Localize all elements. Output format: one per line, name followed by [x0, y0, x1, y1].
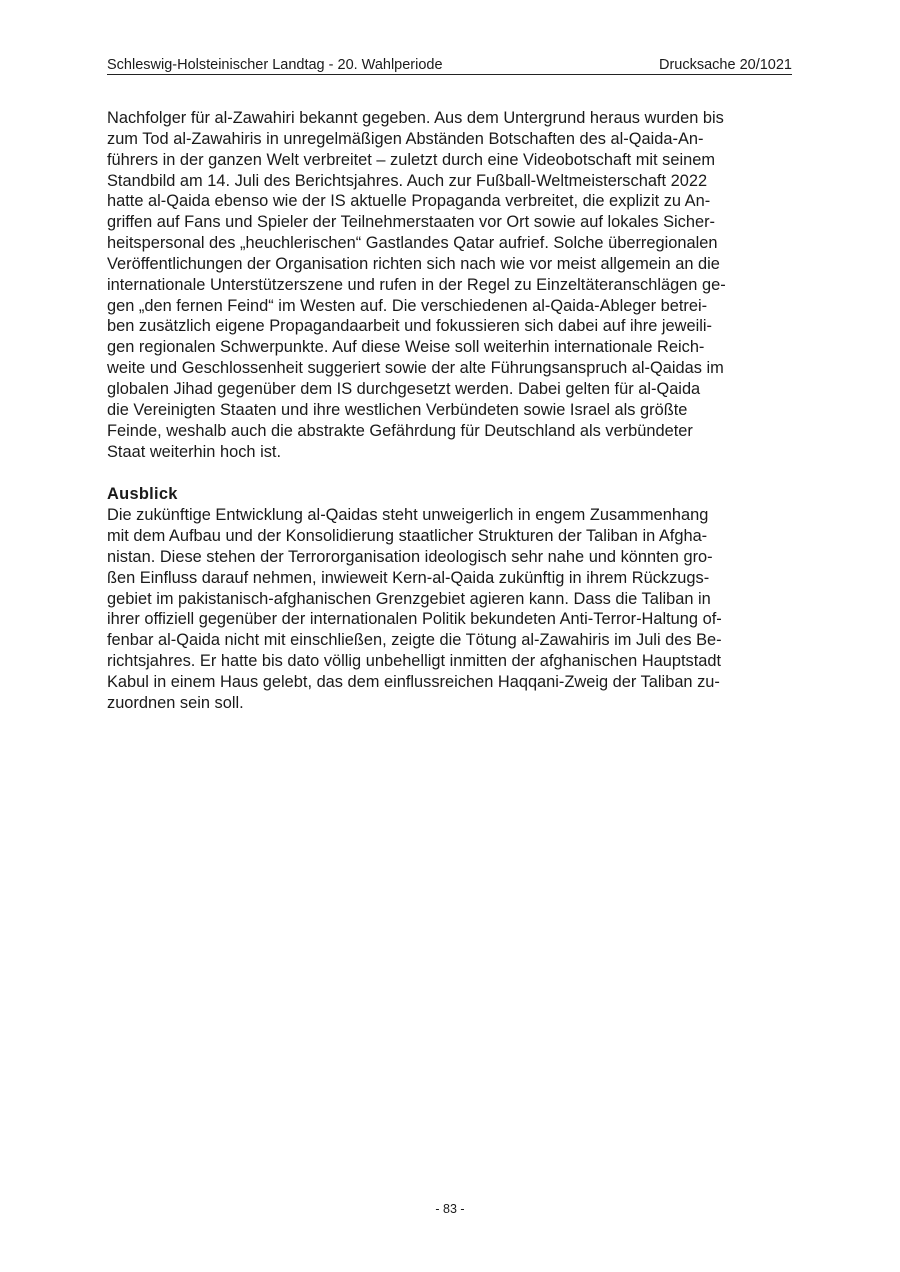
text-line: hatte al-Qaida ebenso wie der IS aktuelle Propaganda verbreitet, die explizit zu An- — [107, 192, 711, 211]
text-line: zum Tod al-Zawahiris in unregelmäßigen Abständen Botschaften des al-Qaida-An- — [107, 129, 704, 148]
text-line: ihrer offiziell gegenüber der internationalen Politik bekundeten Anti-Terror-Haltung of- — [107, 610, 722, 629]
text-line: ben zusätzlich eigene Propagandaarbeit und fokussieren sich dabei auf ihre jeweili- — [107, 317, 713, 336]
text-line: Staat weiterhin hoch ist. — [107, 442, 282, 461]
text-line: die Vereinigten Staaten und ihre westlichen Verbündeten sowie Israel als größte — [107, 400, 688, 419]
text-line: gebiet im pakistanisch-afghanischen Grenzgebiet agieren kann. Dass die Taliban in — [107, 589, 711, 608]
text-line: Kabul in einem Haus gelebt, das dem einflussreichen Haqqani-Zweig der Taliban zu- — [107, 672, 720, 691]
page-header — [107, 56, 792, 75]
text-line: gen „den fernen Feind“ im Westen auf. Die verschiedenen al-Qaida-Ableger betrei- — [107, 296, 708, 315]
text-line: internationale Unterstützerszene und rufen in der Regel zu Einzeltäteranschlägen ge- — [107, 275, 726, 294]
header-document-number: Drucksache 20/1021 — [659, 57, 792, 73]
text-line: fenbar al-Qaida nicht mit einschließen, zeigte die Tötung al-Zawahiris im Juli des Be- — [107, 631, 722, 650]
text-line: richtsjahres. Er hatte bis dato völlig unbehelligt inmitten der afghanischen Hauptstadt — [107, 652, 722, 671]
page-number: - 83 - — [435, 1202, 465, 1216]
text-line: ßen Einfluss darauf nehmen, inwieweit Kern-al-Qaida zukünftig in ihrem Rückzugs- — [107, 568, 710, 587]
text-line: Die zukünftige Entwicklung al-Qaidas steht unweigerlich in engem Zusammenhang — [107, 506, 709, 525]
document-body — [107, 108, 797, 714]
text-line: Standbild am 14. Juli des Berichtsjahres. Auch zur Fußball-Weltmeisterschaft 2022 — [107, 171, 708, 190]
text-line: griffen auf Fans und Spieler der Teilnehmerstaaten vor Ort sowie auf lokales Sicher- — [107, 213, 715, 232]
section-heading-ausblick: Ausblick — [107, 485, 178, 504]
paragraph-ausblick — [107, 505, 797, 713]
text-line: globalen Jihad gegenüber dem IS durchgesetzt werden. Dabei gelten für al-Qaida — [107, 379, 701, 398]
text-line: Nachfolger für al-Zawahiri bekannt gegeben. Aus dem Untergrund heraus wurden bis — [107, 109, 724, 127]
text-line: mit dem Aufbau und der Konsolidierung staatlicher Strukturen der Taliban in Afgha- — [107, 527, 708, 546]
header-document-title: Schleswig-Holsteinischer Landtag - 20. Wahlperiode — [107, 57, 443, 73]
text-line: zuordnen sein soll. — [107, 693, 244, 712]
text-line: führers in der ganzen Welt verbreitet – zuletzt durch eine Videobotschaft mit seinem — [107, 150, 715, 169]
paragraph-propaganda — [107, 108, 797, 462]
text-line: Veröffentlichungen der Organisation richten sich nach wie vor meist allgemein an die — [107, 254, 720, 273]
text-line: weite und Geschlossenheit suggeriert sowie der alte Führungsanspruch al-Qaidas im — [107, 359, 724, 378]
text-line: Feinde, weshalb auch die abstrakte Gefährdung für Deutschland als verbündeter — [107, 421, 693, 440]
text-line: nistan. Diese stehen der Terrororganisation ideologisch sehr nahe und könnten gro- — [107, 547, 713, 566]
text-line: heitspersonal des „heuchlerischen“ Gastlandes Qatar aufrief. Solche überregionalen — [107, 234, 718, 253]
text-line: gen regionalen Schwerpunkte. Auf diese Weise soll weiterhin internationale Reich- — [107, 338, 705, 357]
